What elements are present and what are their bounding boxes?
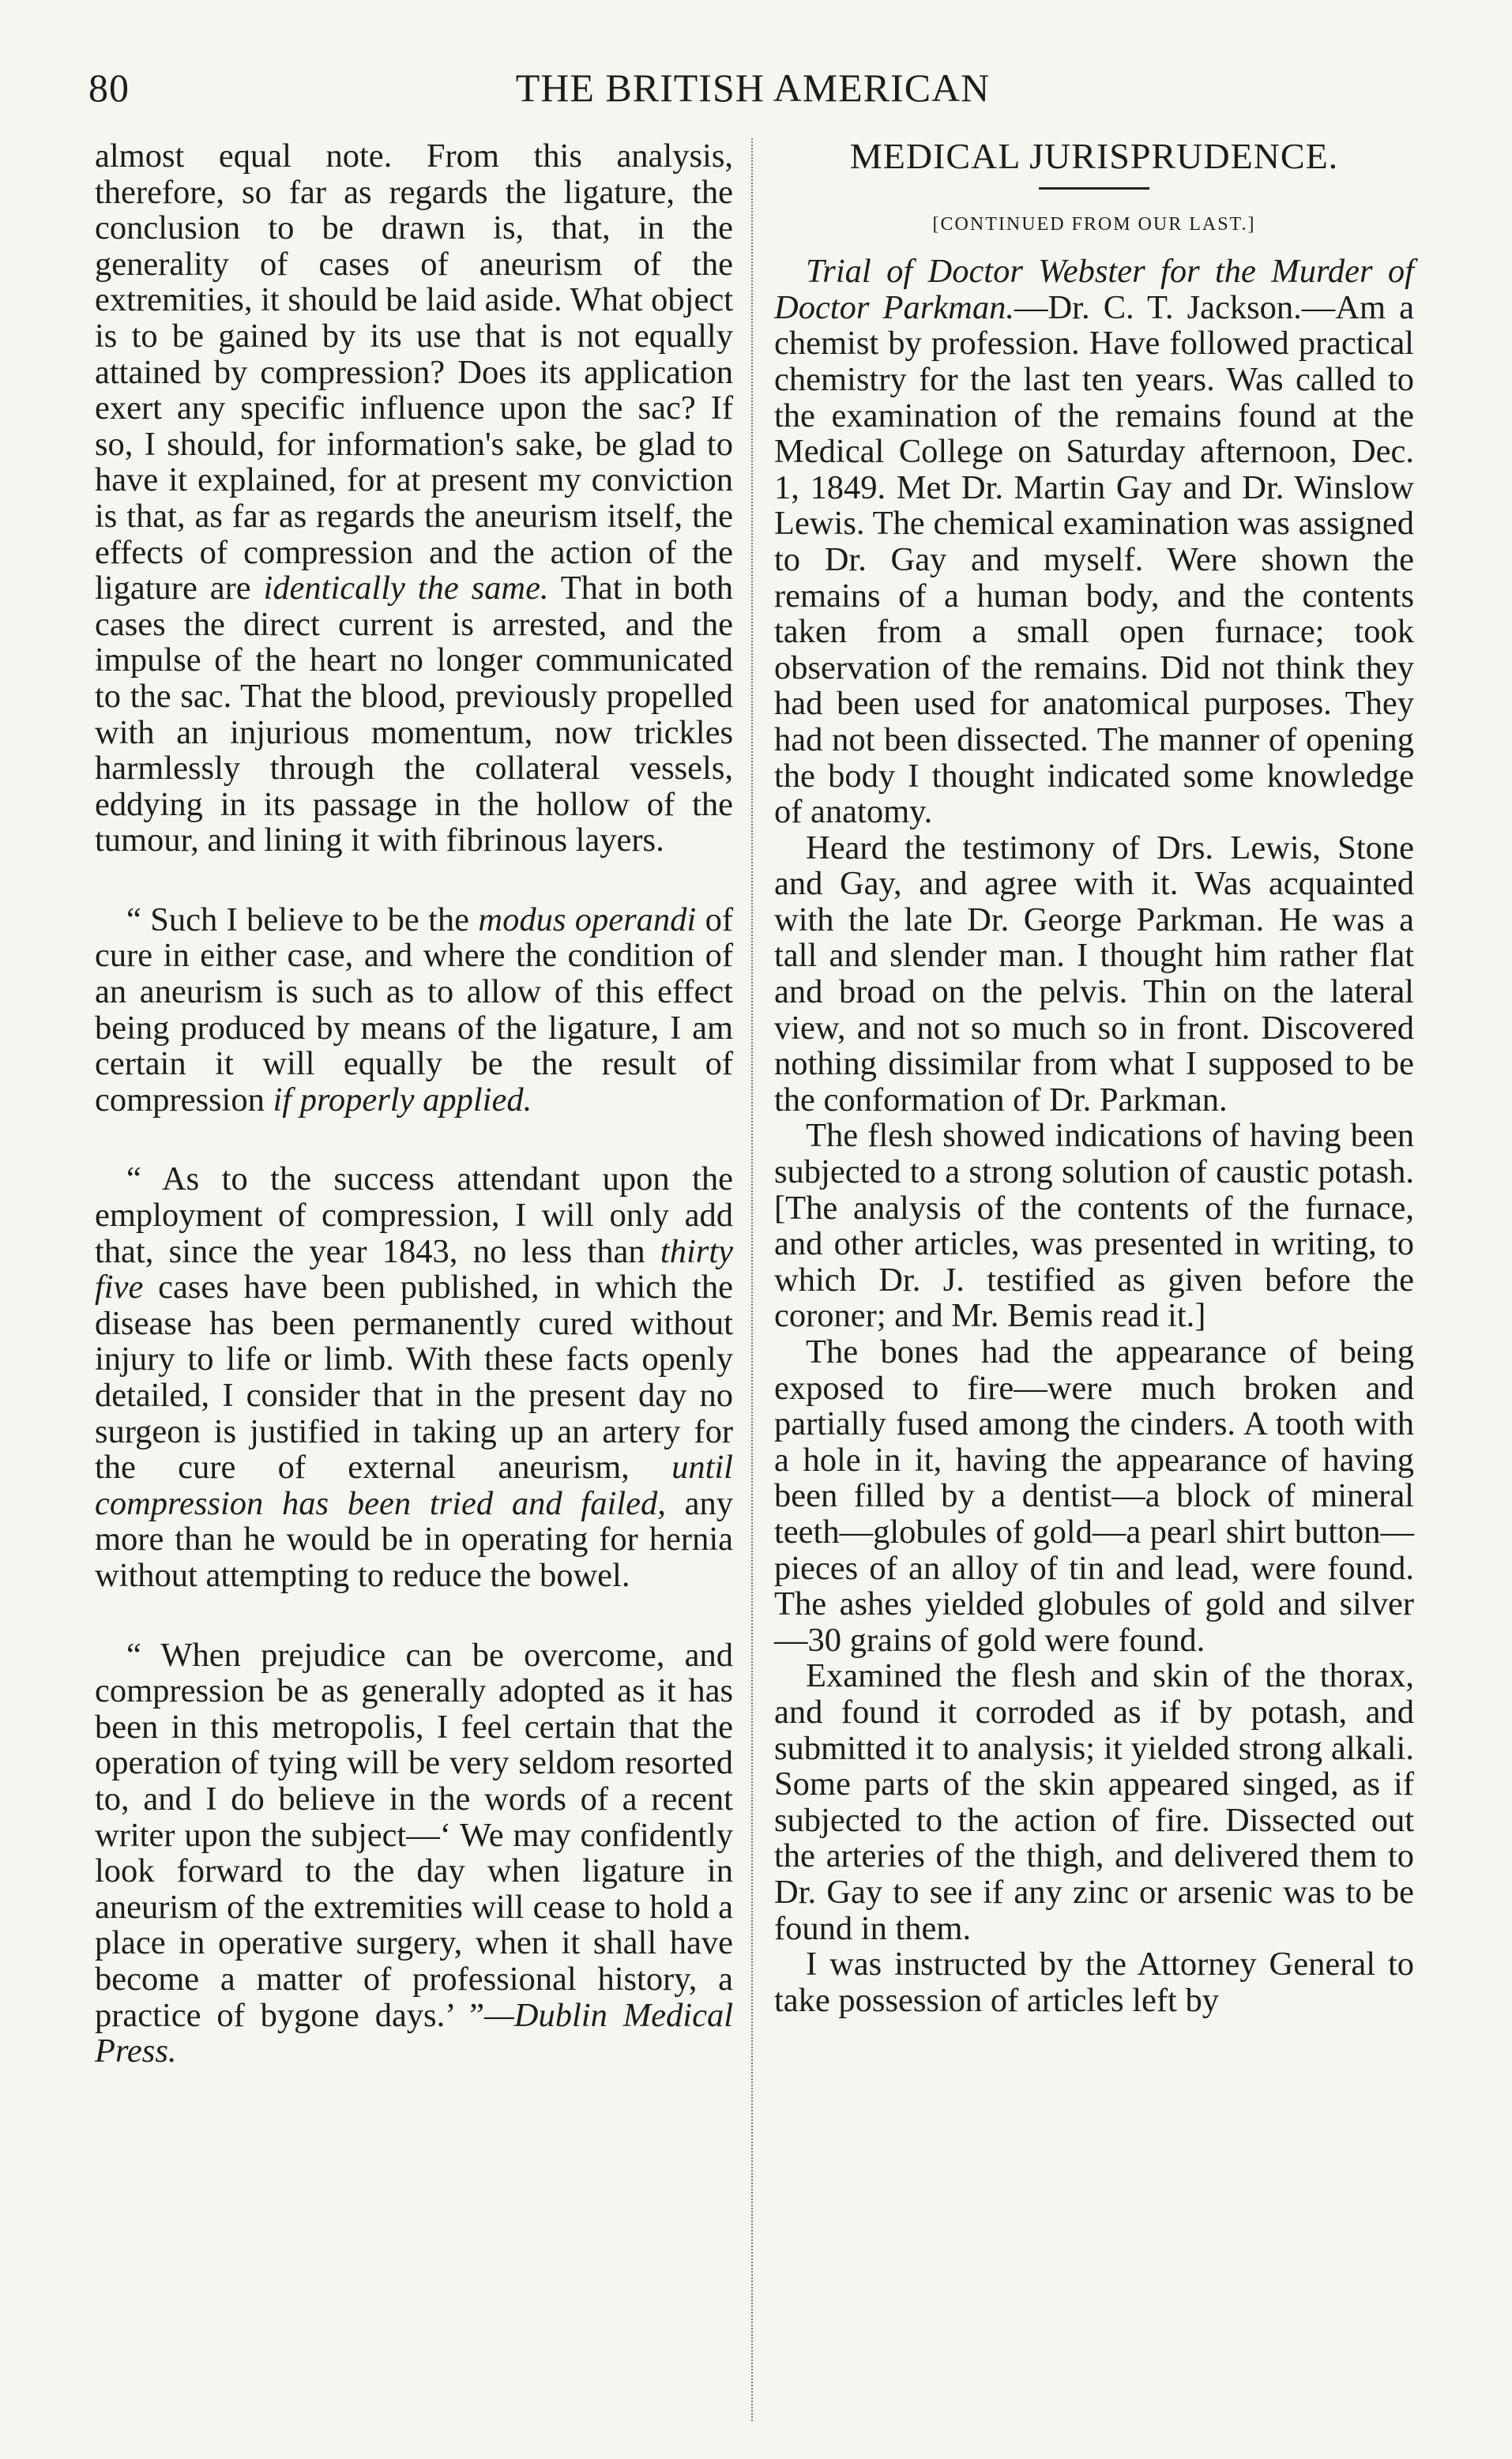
continued-note: [CONTINUED FROM OUR LAST.] (932, 213, 1256, 235)
running-title: THE BRITISH AMERICAN (515, 66, 991, 110)
trial-title: Trial of Doctor Webster for the Murder of Doctor Parkman. (774, 253, 1414, 326)
right-paragraph-1: Trial of Doctor Webster for the Murder of Doctor Parkman.—Dr. C. T. Jackson.—Am a chemist by profession. Have followed practical chemistry for the last ten years. Was called to the examination of the remains found at the Medical College on Saturday afternoon, Dec. 1, 1849. Met Dr. Martin Gay and Dr. Winslow Lewis. The chemical examination was assigned to Dr. Gay and myself. Were shown the remains of a human body, and the contents taken from a small open furnace; took observation of the remains. Did not think they had been used for anatomical purposes. They had not been dissected. The manner of opening the body I thought indicated some knowledge of anatomy. (774, 253, 1414, 831)
italic-phrase: if properly applied. (273, 1081, 532, 1119)
left-paragraph-4: “ When prejudice can be overcome, and compression be as generally adopted as it has been in this metropolis, I feel certain that the operation of tying will be very seldom resorted to, and I do believe in the words of a recent writer upon the subject—‘ We may confidently look forward to the day when ligature in aneurism of the extremities will cease to hold a place in operative surgery, when it shall have become a matter of professional history, a practice of bygone days.’ ”—Dublin Medical Press. (95, 1636, 733, 2070)
italic-phrase: thirty five (95, 1232, 733, 1307)
right-paragraph-5: Examined the flesh and skin of the thorax, and found it corroded as if by potash, and submitted it to analysis; it yielded strong alkali. Some parts of the skin appeared singed, as if subjected to the action of fire. Dissected out the arteries of the thigh, and delivered them to Dr. Gay to see if any zinc or arsenic was to be found in them. (774, 1657, 1414, 1947)
italic-phrase: modus operandi (478, 901, 697, 938)
right-paragraph-6: I was instructed by the Attorney General to take possession of articles left by (774, 1946, 1414, 2019)
left-paragraph-3: “ As to the success attendant upon the employment of compression, I will only add that, since the year 1843, no less than thirty five cases have been published, in which the disease has been permanently cured without injury to life or limb. With these facts openly detailed, I consider that in the present day no surgeon is justified in taking up an artery for the cure of external aneurism, until compression has been tried and failed, any more than he would be in operating for hernia without attempting to reduce the bowel. (95, 1160, 733, 1594)
page-number: 80 (88, 66, 130, 110)
section-title: MEDICAL JURISPRUDENCE. (849, 136, 1339, 176)
italic-phrase: until compression has been tried and failed, (95, 1449, 733, 1522)
page-header (88, 65, 1417, 128)
right-column (774, 138, 1414, 2018)
right-paragraph-2: Heard the testimony of Drs. Lewis, Stone and Gay, and agree with it. Was acquainted with the late Dr. George Parkman. He was a tall and slender man. I thought him rather flat and broad on the pelvis. Thin on the lateral view, and not so much so in front. Discovered nothing dissimilar from what I supposed to be the conformation of Dr. Parkman. (774, 829, 1414, 1119)
italic-phrase: identically the same. (263, 570, 549, 607)
source-citation: —Dublin Medical Press. (95, 1996, 733, 2070)
right-paragraph-4: The bones had the appearance of being exposed to fire—were much broken and partially fused among the cinders. A tooth with a hole in it, having the appearance of having been filled by a dentist—a block of mineral teeth—globules of gold—a pearl shirt button—pieces of an alloy of tin and lead, were found. The ashes yielded globules of gold and silver—30 grains of gold were found. (774, 1333, 1414, 1659)
left-column (95, 138, 733, 2070)
column-divider (751, 138, 753, 2421)
left-paragraph-2: “ Such I believe to be the modus operandi of cure in either case, and where the condition of an aneurism is such as to allow of this effect being produced by means of the ligature, I am certain it will equally be the result of compression if properly applied. (95, 901, 733, 1119)
left-paragraph-1: almost equal note. From this analysis, therefore, so far as regards the ligature, the conclusion to be drawn is, that, in the generality of cases of aneurism of the extremities, it should be laid aside. What object is to be gained by its use that is not equally attained by compression? Does its application exert any specific influence upon the sac? If so, I should, for information's sake, be glad to have it explained, for at present my conviction is that, as far as regards the aneurism itself, the effects of compression and the action of the ligature are identically the same. That in both cases the direct current is arrested, and the impulse of the heart no longer communicated to the sac. That the blood, previously propelled with an injurious momentum, now trickles harmlessly through the collateral vessels, eddying in its passage in the hollow of the tumour, and lining it with fibrinous layers. (95, 137, 733, 859)
right-paragraph-3: The flesh showed indications of having been subjected to a strong solution of caustic potash. [The analysis of the contents of the furnace, and other articles, was presented in writing, to which Dr. J. testified as given before the coroner; and Mr. Bemis read it.] (774, 1117, 1414, 1335)
title-rule (1039, 187, 1149, 190)
